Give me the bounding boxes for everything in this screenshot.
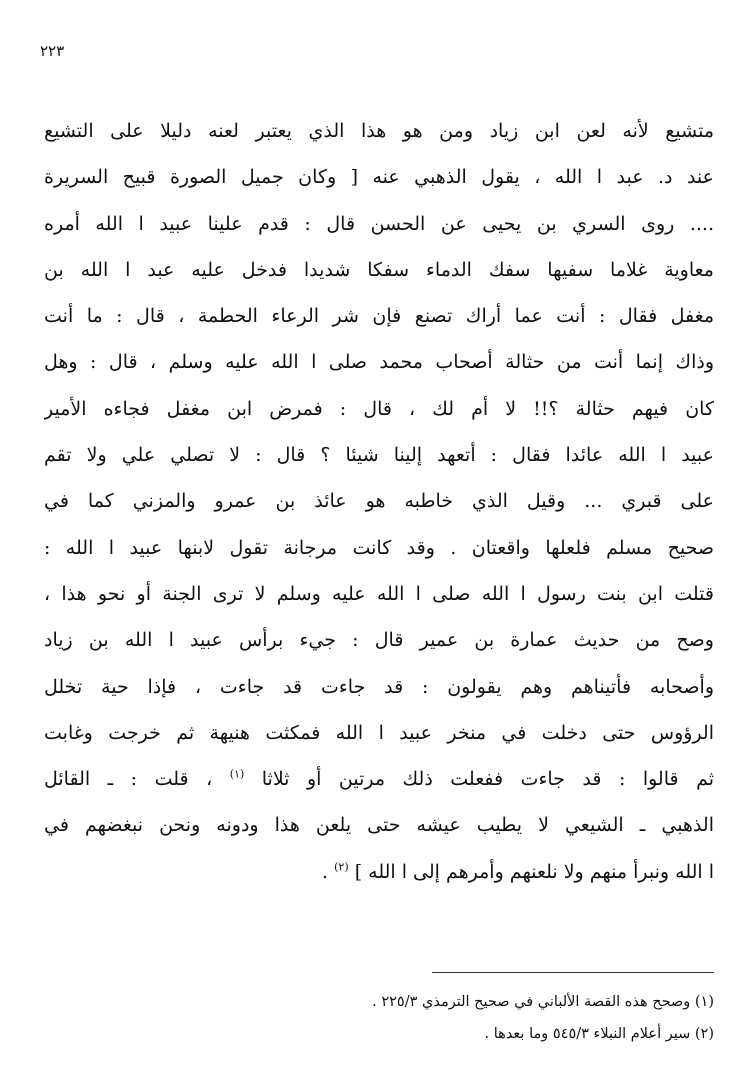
text-line: صحيح مسلم فلعلها واقعتان . وقد كانت مرجانة تقول لابنها عبيد ا الله : [44,536,714,559]
text-line: وصح من حديث عمارة بن عمير قال : جيء برأس عبيد ا الله بن زياد [44,629,714,652]
text-line-final [44,849,714,895]
text-line: وأصحابه فأتيناهم وهم يقولون : قد جاءت قد جاءت ، فإذا حية تخلل [44,675,714,698]
text-line: عبيد ا الله عائدا فقال : أتعهد إلينا شيئا ؟ قال : لا تصلي علي ولا تقم [44,444,714,467]
text-line: الرؤوس حتى دخلت في منخر عبيد ا الله فمكثت هنيهة ثم خرجت وغابت [44,721,714,744]
text-line-part: ثم قالوا : قد جاءت ففعلت ذلك مرتين أو ثلاثا [261,768,714,791]
text-line: .... روى السري بن يحيى عن الحسن قال : قدم علينا عبيد ا الله أمره [44,212,714,235]
body-text [44,108,714,895]
text-line: متشيع لأنه لعن ابن زياد ومن هو هذا الذي يعتبر لعنه دليلا على التشيع [44,120,714,142]
text-line: كان فيهم حثالة ؟!! لا أم لك ، قال : فمرض ابن مغفل فجاءه الأمير [44,397,714,420]
text-line: معاوية غلاما سفيها سفك الدماء سفكا شديدا فدخل عليه عبد ا الله بن [44,258,714,281]
text-line: على قبري ... وقيل الذي خاطبه هو عائذ بن عمرو والمزني كما في [44,490,714,513]
final-period: . [322,860,329,883]
text-line: مغفل فقال : أنت عما أراك تصنع فإن شر الرعاء الحطمة ، قال : ما أنت [44,305,714,328]
footnotes [114,986,714,1050]
text-line: الذهبي ـ الشيعي لا يطيب عيشه حتى يلعن هذا ودونه ونحن نبغضهم في [44,814,714,837]
text-line-with-ref [44,756,714,802]
footnote-divider [432,972,714,973]
text-line-part: ا الله ونبرأ منهم ولا نلعنهم وأمرهم إلى ا الله ] [354,860,714,883]
text-line-tail: ، قلت : ـ القائل [44,768,213,791]
page-number: ٢٢٣ [40,42,65,60]
text-line: عند د. عبد ا الله ، يقول الذهبي عنه [ وكان جميل الصورة قبيح السريرة [44,166,714,189]
footnote-ref-1: (١) [229,767,245,781]
text-line: قتلت ابن بنت رسول ا الله صلى ا الله عليه وسلم لا ترى الجنة أو نحو هذا ، [44,582,714,605]
text-line: وذاك إنما أنت من حثالة أصحاب محمد صلى ا الله عليه وسلم ، قال : وهل [44,351,714,374]
footnote-2: (٢) سير أعلام النبلاء ٥٤٥/٣ وما بعدها . [484,1026,714,1042]
footnote-1: (١) وصحح هذه القصة الألباني في صحيح الترمذي ٢٢٥/٣ . [372,994,714,1010]
footnote-ref-2: (٢) [334,860,349,874]
